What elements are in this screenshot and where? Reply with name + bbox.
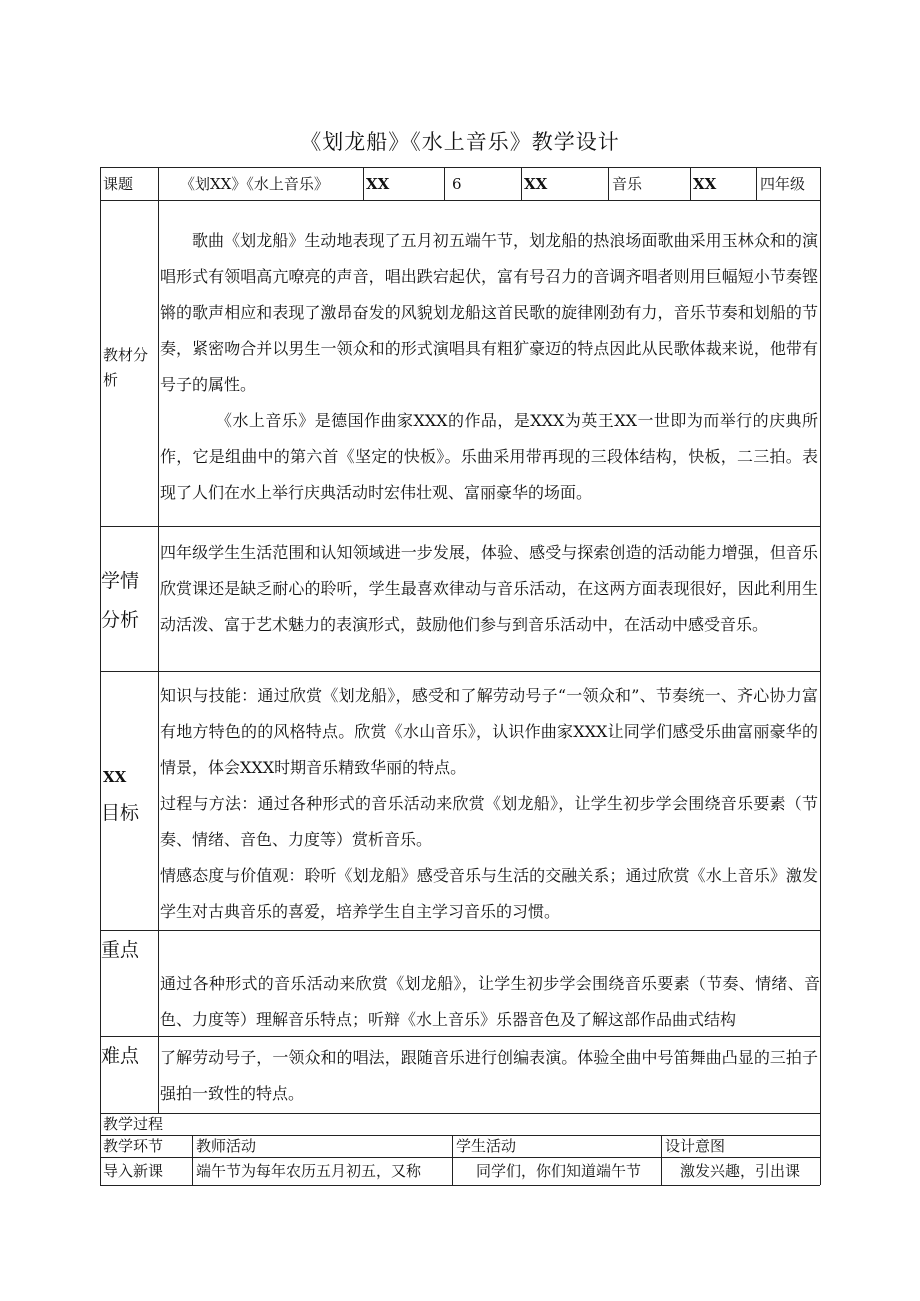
material-para-2: 《水上音乐》是德国作曲家XXX的作品，是XXX为英王XX一世即为而举行的庆典所作，它是组曲中的第六首《坚定的快板》。乐曲采用带再现的三段体结构，快板，二三拍。表现了人们在水上举行庆典活动时宏伟壮观、富丽豪华的场面。 bbox=[160, 411, 818, 502]
header-field-3: XX bbox=[366, 175, 390, 193]
goals-label-2: 目标 bbox=[101, 802, 140, 824]
goals-attitude: 情感态度与价值观：聆听《划龙船》感受音乐与生活的交融关系；通过欣赏《水上音乐》激发学生对古典音乐的喜爱，培养学生自主学习音乐的习惯。 bbox=[160, 866, 818, 921]
material-analysis-label-2: 析 bbox=[103, 371, 119, 389]
subject-value: 《划XX》《水上音乐》 bbox=[180, 175, 329, 193]
grade-level: 四年级 bbox=[760, 175, 806, 193]
goals-text bbox=[160, 678, 818, 930]
header-field-5: XX bbox=[524, 175, 548, 193]
process-header-intent: 设计意图 bbox=[665, 1137, 726, 1155]
course-name: 音乐 bbox=[612, 175, 643, 193]
learner-para: 四年级学生生活范围和认知领域进一步发展，体验、感受与探索创造的活动能力增强，但音乐欣赏课还是缺乏耐心的聆听，学生最喜欢律动与音乐活动，在这两方面表现很好，因此利用生动活泼、富于艺术魅力的表演形式，鼓励他们参与到音乐活动中，在活动中感受音乐。 bbox=[160, 543, 818, 634]
goals-label-1: XX bbox=[103, 768, 127, 786]
process-header-stage: 教学环节 bbox=[103, 1137, 164, 1155]
process-header-teacher: 教师活动 bbox=[196, 1137, 257, 1155]
header-field-7: XX bbox=[693, 175, 717, 193]
key-points-text bbox=[160, 966, 820, 1038]
page-title: 《划龙船》《水上音乐》教学设计 bbox=[300, 130, 620, 154]
learner-analysis-text bbox=[160, 535, 818, 643]
process-row-student: 同学们，你们知道端午节 bbox=[476, 1162, 642, 1180]
process-header-student: 学生活动 bbox=[456, 1137, 517, 1155]
difficulties-text bbox=[160, 1040, 818, 1112]
material-analysis-text bbox=[160, 223, 818, 511]
process-row-stage: 导入新课 bbox=[103, 1162, 164, 1180]
process-row-teacher: 端午节为每年农历五月初五，又称 bbox=[196, 1162, 422, 1180]
learner-analysis-label-2: 分析 bbox=[101, 609, 140, 631]
process-row-intent: 激发兴趣，引出课 bbox=[680, 1162, 801, 1180]
material-analysis-label-1: 教材分 bbox=[103, 346, 149, 364]
difficulties-label: 难点 bbox=[101, 1045, 140, 1067]
difficulties-para: 了解劳动号子，一领众和的唱法，跟随音乐进行创编表演。体验全曲中号笛舞曲凸显的三拍子强拍一致性的特点。 bbox=[160, 1048, 818, 1103]
learner-analysis-label-1: 学情 bbox=[101, 570, 140, 592]
subject-label: 课题 bbox=[103, 175, 134, 193]
key-points-label: 重点 bbox=[101, 939, 140, 961]
lesson-hours: 6 bbox=[452, 175, 462, 193]
material-para-1: 歌曲《划龙船》生动地表现了五月初五端午节，划龙船的热浪场面歌曲采用玉林众和的演唱形式有领唱高亢嘹亮的声音，唱出跌宕起伏，富有号召力的音调齐唱者则用巨幅短小节奏铿锵的歌声相应和表现了激昂奋发的风貌划龙船这首民歌的旋律刚劲有力，音乐节奏和划船的节奏，紧密吻合并以男生一领众和的形式演唱具有粗犷豪迈的特点因此从民歌体裁来说，他带有号子的属性。 bbox=[160, 231, 818, 394]
key-points-para: 通过各种形式的音乐活动来欣赏《划龙船》，让学生初步学会围绕音乐要素（节奏、情绪、音色、力度等）理解音乐特点；听辩《水上音乐》乐器音色及了解这部作品曲式结构 bbox=[160, 974, 820, 1029]
goals-process: 过程与方法：通过各种形式的音乐活动来欣赏《划龙船》，让学生初步学会围绕音乐要素（节奏、情绪、音色、力度等）赏析音乐。 bbox=[160, 794, 818, 849]
goals-knowledge: 知识与技能：通过欣赏《划龙船》，感受和了解劳动号子“一领众和”、节奏统一、齐心协力富有地方特色的的风格特点。欣赏《水山音乐》，认识作曲家XXX让同学们感受乐曲富丽豪华的情景，体会XXX时期音乐精致华丽的特点。 bbox=[160, 686, 818, 777]
process-title: 教学过程 bbox=[103, 1115, 164, 1133]
